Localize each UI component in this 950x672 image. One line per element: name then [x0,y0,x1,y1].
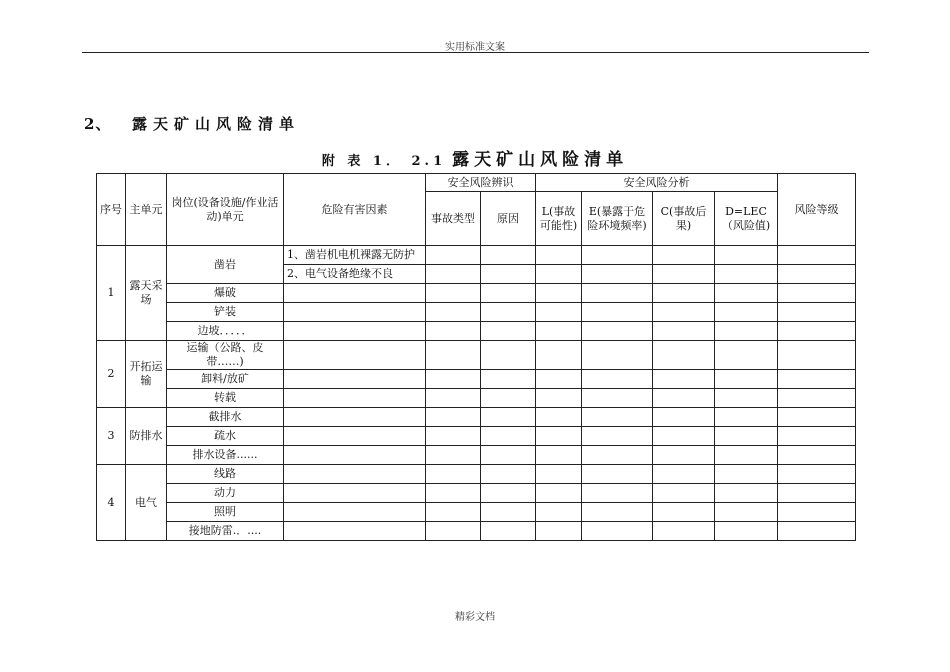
d-cell [715,503,778,522]
c-cell [653,484,715,503]
d-cell [715,284,778,303]
th-cause: 原因 [481,192,536,246]
post-cell: 接地防雷.．.... [167,522,284,541]
table-row [97,341,856,370]
cause-cell [481,465,536,484]
header-row-1 [97,174,856,192]
level-cell [778,522,856,541]
seq-cell: 2 [97,341,126,408]
c-cell [653,446,715,465]
l-cell [536,522,582,541]
e-cell [582,465,653,484]
accident-type-cell [426,427,481,446]
accident-type-cell [426,465,481,484]
accident-type-cell [426,446,481,465]
level-cell [778,246,856,265]
level-cell [778,370,856,389]
hazard-cell [284,370,426,389]
table-row [97,503,856,522]
d-cell [715,389,778,408]
th-d: D=LEC（风险值) [715,192,778,246]
hazard-cell [284,389,426,408]
l-cell [536,446,582,465]
c-cell [653,303,715,322]
table-title [0,145,950,170]
level-cell [778,389,856,408]
post-cell: 截排水 [167,408,284,427]
cause-cell [481,284,536,303]
e-cell [582,322,653,341]
level-cell [778,465,856,484]
accident-type-cell [426,503,481,522]
cause-cell [481,303,536,322]
th-hazard: 危险有害因素 [284,174,426,246]
c-cell [653,408,715,427]
e-cell [582,446,653,465]
c-cell [653,322,715,341]
level-cell [778,427,856,446]
cause-cell [481,322,536,341]
post-cell: 排水设备...... [167,446,284,465]
l-cell [536,303,582,322]
level-cell [778,303,856,322]
level-cell [778,322,856,341]
c-cell [653,370,715,389]
post-cell: 爆破 [167,284,284,303]
table-row [97,303,856,322]
c-cell [653,522,715,541]
l-cell [536,246,582,265]
l-cell [536,370,582,389]
l-cell [536,427,582,446]
table-main-title: 露天矿山风险清单 [452,150,629,170]
c-cell [653,265,715,284]
seq-cell: 4 [97,465,126,541]
level-cell [778,503,856,522]
table-head [97,174,856,246]
l-cell [536,341,582,370]
table-row [97,246,856,265]
d-cell [715,265,778,284]
level-cell [778,284,856,303]
level-cell [778,446,856,465]
l-cell [536,389,582,408]
th-analysis-group: 安全风险分析 [536,174,778,192]
post-cell: 边坡．．．．． [167,322,284,341]
e-cell [582,503,653,522]
footer-text: 精彩文档 [455,612,495,623]
cause-cell [481,265,536,284]
c-cell [653,389,715,408]
d-cell [715,341,778,370]
c-cell [653,427,715,446]
e-cell [582,427,653,446]
cause-cell [481,446,536,465]
e-cell [582,484,653,503]
e-cell [582,389,653,408]
main-unit-cell: 开拓运输 [126,341,167,408]
hazard-cell [284,522,426,541]
table-body [97,246,856,541]
th-post: 岗位(设备设施/作业活动)单元 [167,174,284,246]
hazard-cell [284,465,426,484]
table-row [97,484,856,503]
level-cell [778,265,856,284]
accident-type-cell [426,389,481,408]
hazard-cell: 1、凿岩机电机裸露无防护 [284,246,426,265]
c-cell [653,341,715,370]
e-cell [582,265,653,284]
main-unit-cell: 防排水 [126,408,167,465]
risk-list-table [96,173,856,541]
post-cell: 转载 [167,389,284,408]
e-cell [582,341,653,370]
th-main-unit: 主单元 [126,174,167,246]
c-cell [653,284,715,303]
d-cell [715,370,778,389]
post-cell: 照明 [167,503,284,522]
c-cell [653,503,715,522]
l-cell [536,484,582,503]
th-identify-group: 安全风险辨识 [426,174,536,192]
hazard-cell: 2、电气设备绝缘不良 [284,265,426,284]
cause-cell [481,522,536,541]
main-unit-cell: 电气 [126,465,167,541]
hazard-cell [284,322,426,341]
e-cell [582,246,653,265]
table-row [97,408,856,427]
c-cell [653,246,715,265]
cause-cell [481,246,536,265]
cause-cell [481,389,536,408]
level-cell [778,341,856,370]
hazard-cell [284,408,426,427]
header-text: 实用标准文案 [445,42,505,53]
cause-cell [481,427,536,446]
c-cell [653,465,715,484]
d-cell [715,446,778,465]
d-cell [715,465,778,484]
level-cell [778,484,856,503]
e-cell [582,370,653,389]
seq-cell: 3 [97,408,126,465]
d-cell [715,303,778,322]
cause-cell [481,341,536,370]
e-cell [582,522,653,541]
accident-type-cell [426,265,481,284]
accident-type-cell [426,322,481,341]
main-unit-cell: 露天采场 [126,246,167,341]
d-cell [715,322,778,341]
table-row [97,370,856,389]
l-cell [536,408,582,427]
th-c: C(事故后果) [653,192,715,246]
accident-type-cell [426,484,481,503]
table-row [97,322,856,341]
hazard-cell [284,427,426,446]
post-cell: 线路 [167,465,284,484]
d-cell [715,408,778,427]
d-cell [715,427,778,446]
e-cell [582,284,653,303]
post-cell: 疏水 [167,427,284,446]
post-cell: 动力 [167,484,284,503]
seq-cell: 1 [97,246,126,341]
accident-type-cell [426,284,481,303]
accident-type-cell [426,522,481,541]
post-cell: 卸料/放矿 [167,370,284,389]
hazard-cell [284,503,426,522]
post-cell: 凿岩 [167,246,284,284]
table-row [97,389,856,408]
th-accident-type: 事故类型 [426,192,481,246]
table-caption: 附 表 1． 2.1 [321,154,447,169]
accident-type-cell [426,303,481,322]
e-cell [582,408,653,427]
table-row [97,427,856,446]
th-l: L(事故可能性) [536,192,582,246]
level-cell [778,408,856,427]
l-cell [536,322,582,341]
table-row [97,465,856,484]
section-number: 2、 [84,115,112,133]
accident-type-cell [426,370,481,389]
cause-cell [481,370,536,389]
cause-cell [481,503,536,522]
hazard-cell [284,341,426,370]
accident-type-cell [426,246,481,265]
post-cell: 铲装 [167,303,284,322]
l-cell [536,465,582,484]
l-cell [536,284,582,303]
table-row [97,522,856,541]
d-cell [715,522,778,541]
cause-cell [481,484,536,503]
l-cell [536,265,582,284]
section-title: 露天矿山风险清单 [132,115,301,133]
accident-type-cell [426,408,481,427]
e-cell [582,303,653,322]
hazard-cell [284,284,426,303]
post-cell: 运输（公路、皮带……) [167,341,284,370]
table-row [97,446,856,465]
cause-cell [481,408,536,427]
hazard-cell [284,303,426,322]
th-seq: 序号 [97,174,126,246]
hazard-cell [284,484,426,503]
header-rule [82,52,869,53]
d-cell [715,484,778,503]
section-heading [84,113,300,134]
th-level: 风险等级 [778,174,856,246]
l-cell [536,503,582,522]
table-row [97,284,856,303]
d-cell [715,246,778,265]
accident-type-cell [426,341,481,370]
th-e: E(暴露于危险环境频率) [582,192,653,246]
hazard-cell [284,446,426,465]
